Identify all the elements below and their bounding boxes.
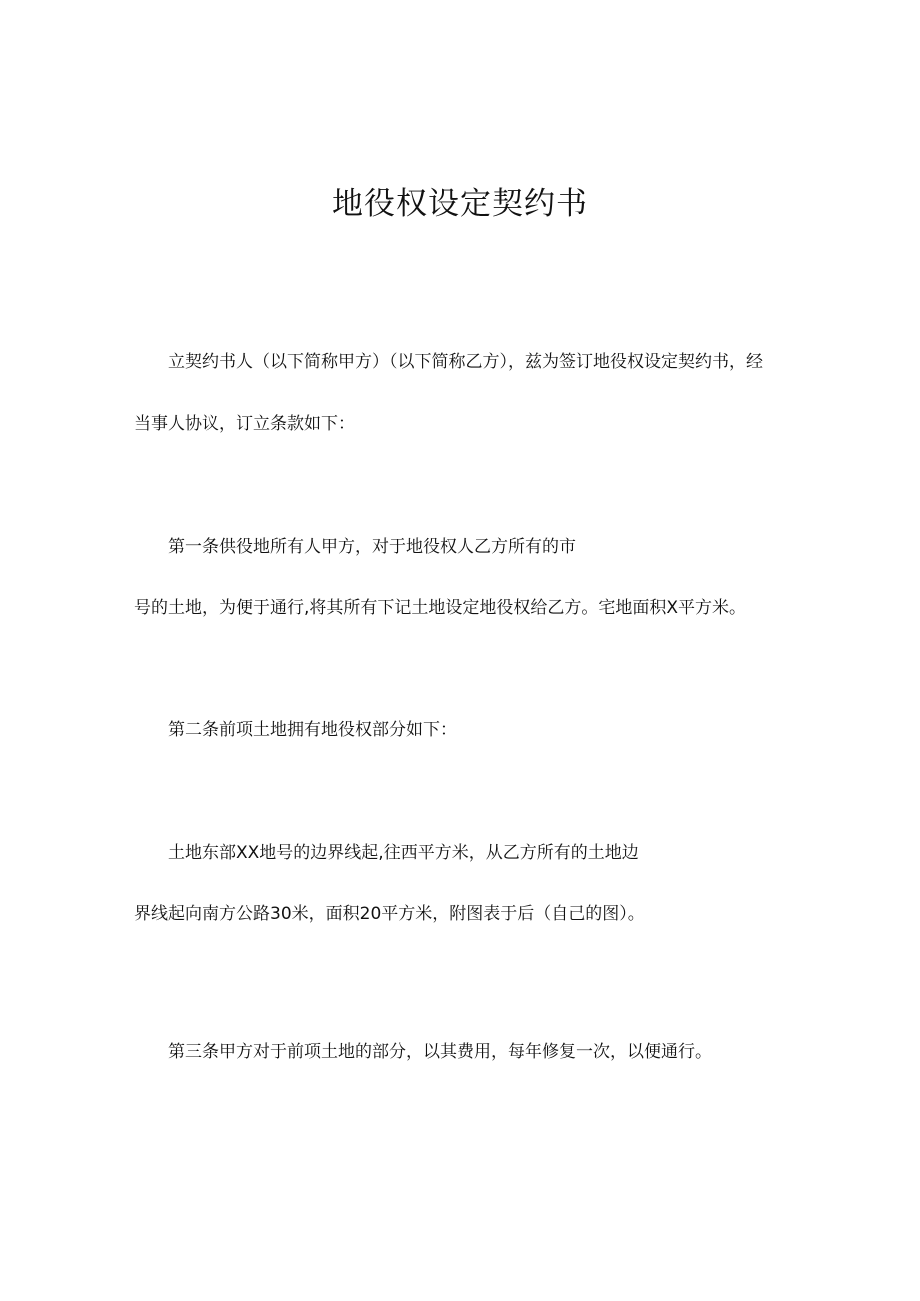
paragraph-line: 立契约书人（以下简称甲方）（以下简称乙方），兹为签订地役权设定契约书，经 xyxy=(168,352,763,372)
paragraph-line: 号的土地，为便于通行,将其所有下记土地设定地役权给乙方。宅地面积X平方米。 xyxy=(134,598,747,618)
paragraph-line: 第一条供役地所有人甲方，对于地役权人乙方所有的市 xyxy=(168,537,576,557)
paragraph-line: 第三条甲方对于前项土地的部分，以其费用，每年修复一次，以便通行。 xyxy=(168,1042,712,1062)
paragraph-line: 当事人协议，订立条款如下： xyxy=(134,414,355,434)
paragraph-line: 第二条前项土地拥有地役权部分如下： xyxy=(168,720,457,740)
document-title: 地役权设定契约书 xyxy=(332,186,588,222)
paragraph-line: 土地东部XX地号的边界线起,往西平方米，从乙方所有的土地边 xyxy=(168,843,639,863)
paragraph-line: 界线起向南方公路30米，面积20平方米，附图表于后（自己的图）。 xyxy=(134,904,645,924)
